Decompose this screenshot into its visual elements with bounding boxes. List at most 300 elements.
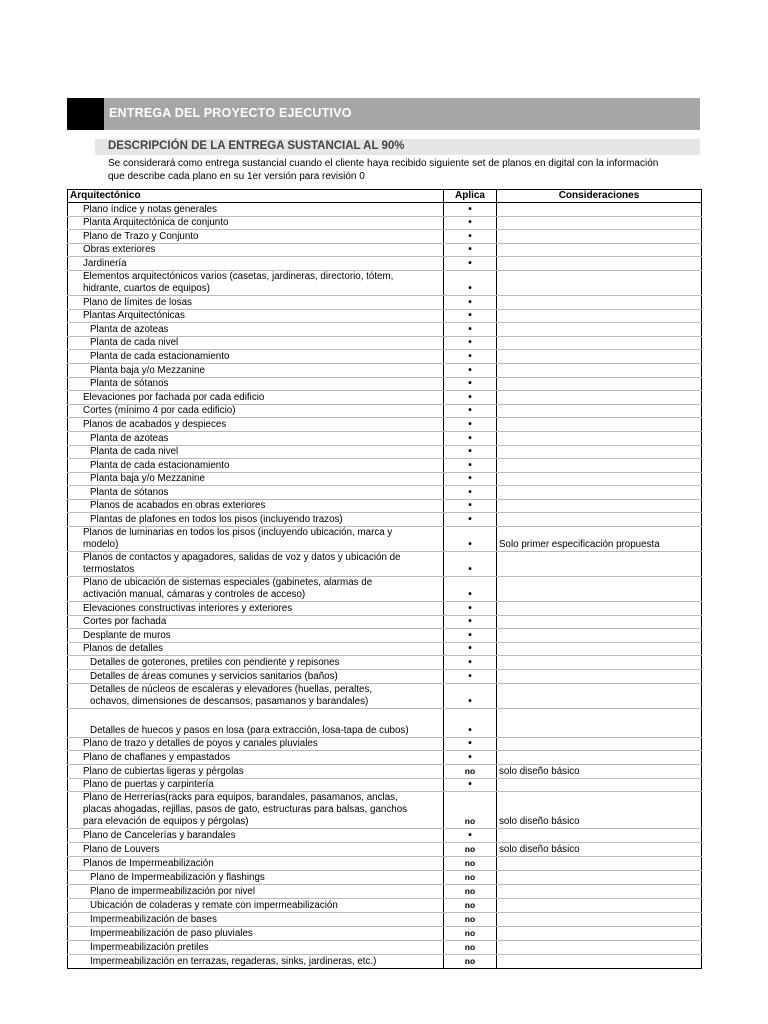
row-item-text: activación manual, cámaras y controles de acceso) (83, 589, 306, 601)
row-aplica (444, 459, 497, 473)
row-aplica (444, 336, 497, 350)
bullet-icon: • (468, 830, 472, 841)
bullet-icon: • (468, 203, 472, 215)
row-item-text: Plano de trazo y detalles de poyos y canales pluviales (83, 738, 318, 750)
table-row (68, 404, 702, 418)
row-item-label (68, 670, 444, 684)
row-item-label (68, 243, 444, 257)
row-item-label (68, 941, 444, 955)
bullet-icon: • (468, 629, 472, 641)
table-row (68, 829, 702, 843)
row-consideraciones (497, 955, 702, 969)
column-header-aplica: Aplica (444, 190, 497, 203)
bullet-icon: • (468, 323, 472, 335)
row-aplica (444, 216, 497, 230)
table-row (68, 871, 702, 885)
row-item-label (68, 336, 444, 350)
table-row (68, 642, 702, 656)
row-aplica (444, 270, 497, 295)
row-item-label (68, 499, 444, 513)
row-consideraciones (497, 243, 702, 257)
table-row (68, 350, 702, 364)
row-item-text: Plano de chaflanes y empastados (83, 751, 231, 763)
row-consideraciones (497, 431, 702, 445)
bullet-icon: • (468, 459, 472, 471)
table-row (68, 670, 702, 684)
bullet-icon: • (468, 514, 472, 526)
row-consideraciones (497, 203, 702, 217)
table-row (68, 203, 702, 217)
row-item-label (68, 216, 444, 230)
row-item-label (68, 230, 444, 244)
table-row (68, 764, 702, 778)
row-item-label (68, 350, 444, 364)
row-item-text: Planta de azoteas (90, 323, 169, 335)
row-item-text: Jardinería (83, 257, 127, 269)
table-row (68, 418, 702, 432)
row-item-label (68, 527, 444, 552)
row-item-label (68, 955, 444, 969)
bullet-icon: • (468, 657, 472, 669)
row-consideraciones: solo diseño básico (497, 792, 702, 829)
row-item-label (68, 927, 444, 941)
row-item-text: Ubicación de coladeras y remate con impermeabilización (90, 900, 338, 911)
row-consideraciones (497, 708, 702, 737)
row-item-label (68, 737, 444, 751)
row-item-text: Planta de cada estacionamiento (90, 459, 230, 471)
row-item-text: Plano de Cancelerías y barandales (83, 830, 236, 841)
row-aplica (444, 871, 497, 885)
table-row (68, 899, 702, 913)
bullet-icon: • (468, 616, 472, 628)
table-row (68, 445, 702, 459)
row-aplica (444, 955, 497, 969)
section-bar (95, 139, 700, 155)
row-item-label (68, 257, 444, 271)
row-consideraciones (497, 363, 702, 377)
row-consideraciones (497, 486, 702, 500)
row-aplica (444, 418, 497, 432)
table-row (68, 363, 702, 377)
table-row (68, 336, 702, 350)
no-mark: no (464, 956, 476, 966)
row-item-text: Impermeabilización de bases (90, 914, 217, 925)
row-item-text: Planta de azoteas (90, 432, 169, 444)
row-consideraciones (497, 737, 702, 751)
row-item-label (68, 459, 444, 473)
row-consideraciones (497, 656, 702, 670)
row-consideraciones (497, 927, 702, 941)
row-item-text: Impermeabilización pretiles (90, 942, 209, 953)
row-item-label (68, 418, 444, 432)
row-item-text: Obras exteriores (83, 244, 156, 256)
row-aplica (444, 913, 497, 927)
row-aplica (444, 363, 497, 377)
row-item-text: hidrante, cuartos de equipos) (83, 282, 210, 294)
table-row (68, 309, 702, 323)
table-row (68, 577, 702, 602)
row-item-text: Plano de cubiertas ligeras y pérgolas (83, 765, 244, 777)
row-item-label (68, 431, 444, 445)
bullet-icon: • (468, 738, 472, 750)
row-consideraciones (497, 941, 702, 955)
table-row (68, 913, 702, 927)
row-aplica (444, 656, 497, 670)
row-item-text: Planos de acabados y despieces (83, 418, 227, 430)
row-item-label (68, 899, 444, 913)
row-aplica (444, 404, 497, 418)
row-aplica (444, 941, 497, 955)
table-row (68, 270, 702, 295)
row-consideraciones: solo diseño básico (497, 764, 702, 778)
table-row (68, 472, 702, 486)
column-header-consideraciones: Consideraciones (497, 190, 702, 203)
row-consideraciones (497, 629, 702, 643)
row-consideraciones (497, 778, 702, 792)
row-item-text: Planta de cada estacionamiento (90, 350, 230, 362)
row-aplica (444, 203, 497, 217)
row-item-label (68, 270, 444, 295)
row-consideraciones (497, 885, 702, 899)
row-consideraciones (497, 751, 702, 765)
row-item-label (68, 764, 444, 778)
bullet-icon: • (468, 564, 472, 576)
row-item-label (68, 404, 444, 418)
bullet-icon: • (468, 751, 472, 763)
row-item-text: Plano de Louvers (83, 844, 160, 855)
row-item-label (68, 295, 444, 309)
row-consideraciones (497, 642, 702, 656)
header-bar (67, 98, 700, 130)
row-consideraciones (497, 377, 702, 391)
row-aplica (444, 899, 497, 913)
table-row (68, 857, 702, 871)
row-consideraciones (497, 857, 702, 871)
row-consideraciones (497, 230, 702, 244)
row-item-text: Plantas Arquitectónicas (83, 310, 185, 322)
table-row (68, 955, 702, 969)
row-consideraciones (497, 391, 702, 405)
row-item-text: Plano de Herrerías(racks para equipos, barandales, pasamanos, anclas, (83, 792, 398, 804)
row-consideraciones (497, 404, 702, 418)
row-item-label (68, 913, 444, 927)
row-item-label (68, 629, 444, 643)
row-aplica (444, 230, 497, 244)
row-consideraciones: solo diseño básico (497, 843, 702, 857)
table-row (68, 656, 702, 670)
row-consideraciones (497, 257, 702, 271)
row-item-text: Planos de luminarias en todos los pisos (incluyendo ubicación, marca y (83, 527, 393, 539)
table-row (68, 243, 702, 257)
row-consideraciones (497, 871, 702, 885)
row-consideraciones: Solo primer especificación propuesta (497, 527, 702, 552)
row-item-label (68, 683, 444, 708)
row-consideraciones (497, 913, 702, 927)
table-row (68, 230, 702, 244)
row-item-text: Detalles de huecos y pasos en losa (para extracción, losa-tapa de cubos) (90, 724, 409, 736)
row-consideraciones (497, 899, 702, 913)
row-item-text: Plano de ubicación de sistemas especiales (gabinetes, alarmas de (83, 577, 373, 589)
bullet-icon: • (468, 337, 472, 349)
table-row (68, 513, 702, 527)
bullet-icon: • (468, 217, 472, 229)
row-item-label (68, 486, 444, 500)
row-item-label (68, 656, 444, 670)
no-mark: no (464, 872, 476, 882)
row-item-label (68, 885, 444, 899)
row-consideraciones (497, 577, 702, 602)
row-aplica (444, 683, 497, 708)
row-item-label (68, 778, 444, 792)
table-row (68, 843, 702, 857)
row-item-label (68, 708, 444, 737)
table-row (68, 323, 702, 337)
row-consideraciones (497, 602, 702, 616)
bullet-icon: • (468, 500, 472, 512)
row-aplica (444, 309, 497, 323)
bullet-icon: • (468, 486, 472, 498)
row-item-label (68, 615, 444, 629)
row-item-text: Planta de cada nivel (90, 446, 179, 458)
row-consideraciones (497, 683, 702, 708)
row-item-text: Planos de Impermeabilización (83, 858, 214, 869)
no-mark: no (464, 900, 476, 910)
row-item-label (68, 391, 444, 405)
row-aplica (444, 431, 497, 445)
row-consideraciones (497, 615, 702, 629)
row-item-text: modelo) (83, 539, 119, 551)
row-consideraciones (497, 336, 702, 350)
table-row (68, 431, 702, 445)
no-mark: no (464, 914, 476, 924)
row-aplica (444, 499, 497, 513)
deliverables-table (67, 189, 702, 969)
bullet-icon: • (468, 473, 472, 485)
row-aplica (444, 486, 497, 500)
row-aplica (444, 350, 497, 364)
row-item-label (68, 751, 444, 765)
row-item-text: Detalles de goterones, pretiles con pendiente y repisones (90, 657, 340, 669)
row-aplica (444, 377, 497, 391)
row-item-label (68, 857, 444, 871)
row-aplica (444, 829, 497, 843)
row-item-text: Elementos arquitectónicos varios (casetas, jardineras, directorio, tótem, (83, 270, 394, 282)
bullet-icon: • (468, 539, 472, 551)
row-aplica (444, 295, 497, 309)
bullet-icon: • (468, 230, 472, 242)
row-item-text: Plano de Trazo y Conjunto (83, 230, 199, 242)
no-mark: no (464, 928, 476, 938)
row-aplica (444, 751, 497, 765)
table-row (68, 527, 702, 552)
table-row (68, 708, 702, 737)
row-item-label (68, 642, 444, 656)
row-aplica (444, 708, 497, 737)
table-row (68, 377, 702, 391)
row-item-text: Planos de acabados en obras exteriores (90, 500, 266, 512)
row-item-text: Planta de cada nivel (90, 337, 179, 349)
row-item-label (68, 377, 444, 391)
section-intro (108, 157, 708, 183)
no-mark: no (464, 858, 476, 868)
row-consideraciones (497, 472, 702, 486)
row-item-text: Planos de detalles (83, 643, 164, 655)
row-item-text: Elevaciones por fachada por cada edificio (83, 391, 265, 403)
row-aplica (444, 472, 497, 486)
row-aplica (444, 615, 497, 629)
row-item-text: ochavos, dimensiones de descansos, pasamanos y barandales) (90, 695, 369, 707)
bullet-icon: • (468, 391, 472, 403)
no-mark: no (464, 844, 476, 854)
bullet-icon: • (468, 643, 472, 655)
bullet-icon: • (468, 350, 472, 362)
bullet-icon: • (468, 695, 472, 707)
table-row (68, 927, 702, 941)
row-item-text: Desplante de muros (83, 629, 171, 641)
table-row (68, 792, 702, 829)
row-item-label (68, 552, 444, 577)
table-row (68, 486, 702, 500)
bullet-icon: • (468, 296, 472, 308)
table-row (68, 391, 702, 405)
row-aplica (444, 737, 497, 751)
row-consideraciones (497, 552, 702, 577)
bullet-icon: • (468, 446, 472, 458)
row-item-label (68, 577, 444, 602)
table-row (68, 615, 702, 629)
row-consideraciones (497, 670, 702, 684)
bullet-icon: • (468, 670, 472, 682)
no-mark: no (464, 886, 476, 896)
row-aplica (444, 391, 497, 405)
bullet-icon: • (468, 282, 472, 294)
row-consideraciones (497, 829, 702, 843)
row-consideraciones (497, 309, 702, 323)
table-row (68, 683, 702, 708)
row-aplica (444, 527, 497, 552)
table-row (68, 552, 702, 577)
row-item-text: Planta baja y/o Mezzanine (90, 473, 205, 485)
row-aplica (444, 642, 497, 656)
row-item-label (68, 792, 444, 829)
header-black-block (67, 98, 104, 130)
section-title: DESCRIPCIÓN DE LA ENTREGA SUSTANCIAL AL 90% (108, 140, 405, 152)
row-consideraciones (497, 418, 702, 432)
intro-line-1: Se considerará como entrega sustancial cuando el cliente haya recibido siguiente set de planos en digital con la información (108, 158, 659, 169)
row-item-label (68, 472, 444, 486)
row-item-text: Impermeabilización de paso pluviales (90, 928, 253, 939)
bullet-icon: • (468, 257, 472, 269)
row-aplica (444, 445, 497, 459)
row-consideraciones (497, 216, 702, 230)
bullet-icon: • (468, 244, 472, 256)
row-item-text: Planta baja y/o Mezzanine (90, 364, 205, 376)
row-item-text: Cortes por fachada (83, 616, 167, 628)
table-row (68, 499, 702, 513)
row-aplica (444, 243, 497, 257)
row-item-label (68, 513, 444, 527)
table-row (68, 941, 702, 955)
bullet-icon: • (468, 378, 472, 390)
row-aplica (444, 670, 497, 684)
row-aplica (444, 323, 497, 337)
table-row (68, 737, 702, 751)
table-row (68, 885, 702, 899)
table-row (68, 216, 702, 230)
row-consideraciones (497, 459, 702, 473)
row-item-text: Elevaciones constructivas interiores y exteriores (83, 602, 293, 614)
row-item-text: Planos de contactos y apagadores, salidas de voz y datos y ubicación de (83, 552, 401, 564)
row-aplica (444, 764, 497, 778)
table-row (68, 778, 702, 792)
table-row (68, 459, 702, 473)
row-aplica (444, 857, 497, 871)
row-item-text: Plano índice y notas generales (83, 203, 217, 215)
row-item-text: Plano de puertas y carpintería (83, 779, 214, 791)
row-item-text: Planta de sótanos (90, 486, 169, 498)
no-mark: no (464, 816, 476, 827)
row-item-label (68, 602, 444, 616)
table-row (68, 751, 702, 765)
row-item-text: placas ahogadas, rejillas, pasos de gato, estructuras para balsas, ganchos (83, 804, 408, 816)
row-aplica (444, 792, 497, 829)
row-item-label (68, 309, 444, 323)
row-item-label (68, 203, 444, 217)
bullet-icon: • (468, 405, 472, 417)
row-aplica (444, 257, 497, 271)
row-item-text: Plantas de plafones en todos los pisos (incluyendo trazos) (90, 514, 343, 526)
no-mark: no (464, 765, 476, 776)
row-consideraciones (497, 295, 702, 309)
row-aplica (444, 577, 497, 602)
row-consideraciones (497, 513, 702, 527)
row-aplica (444, 602, 497, 616)
row-consideraciones (497, 445, 702, 459)
bullet-icon: • (468, 602, 472, 614)
row-item-text: Detalles de núcleos de escaleras y elevadores (huellas, peraltes, (90, 683, 373, 695)
bullet-icon: • (468, 724, 472, 736)
row-aplica (444, 629, 497, 643)
row-aplica (444, 513, 497, 527)
document-title: ENTREGA DEL PROYECTO EJECUTIVO (109, 106, 352, 120)
row-item-label (68, 829, 444, 843)
row-item-text: Detalles de áreas comunes y servicios sanitarios (baños) (90, 670, 338, 682)
row-consideraciones (497, 270, 702, 295)
row-item-label (68, 871, 444, 885)
row-aplica (444, 843, 497, 857)
table-row (68, 602, 702, 616)
row-item-label (68, 843, 444, 857)
row-consideraciones (497, 499, 702, 513)
table-row (68, 629, 702, 643)
row-item-label (68, 363, 444, 377)
no-mark: no (464, 942, 476, 952)
row-consideraciones (497, 323, 702, 337)
row-item-label (68, 323, 444, 337)
row-item-text: Planta Arquitectónica de conjunto (83, 217, 229, 229)
bullet-icon: • (468, 432, 472, 444)
row-item-text: Plano de impermeabilización por nivel (90, 886, 256, 897)
column-header-arquitectonico: Arquitectónico (68, 190, 444, 203)
row-aplica (444, 885, 497, 899)
bullet-icon: • (468, 779, 472, 791)
table-row (68, 295, 702, 309)
row-item-text: Plano de límites de losas (83, 296, 192, 308)
row-item-text: Impermeabilización en terrazas, regaderas, sinks, jardineras, etc.) (90, 956, 377, 967)
row-consideraciones (497, 350, 702, 364)
row-item-text: Plano de Impermeabilización y flashings (90, 872, 265, 883)
intro-line-2: que describe cada plano en su 1er versión para revisión 0 (108, 171, 365, 182)
